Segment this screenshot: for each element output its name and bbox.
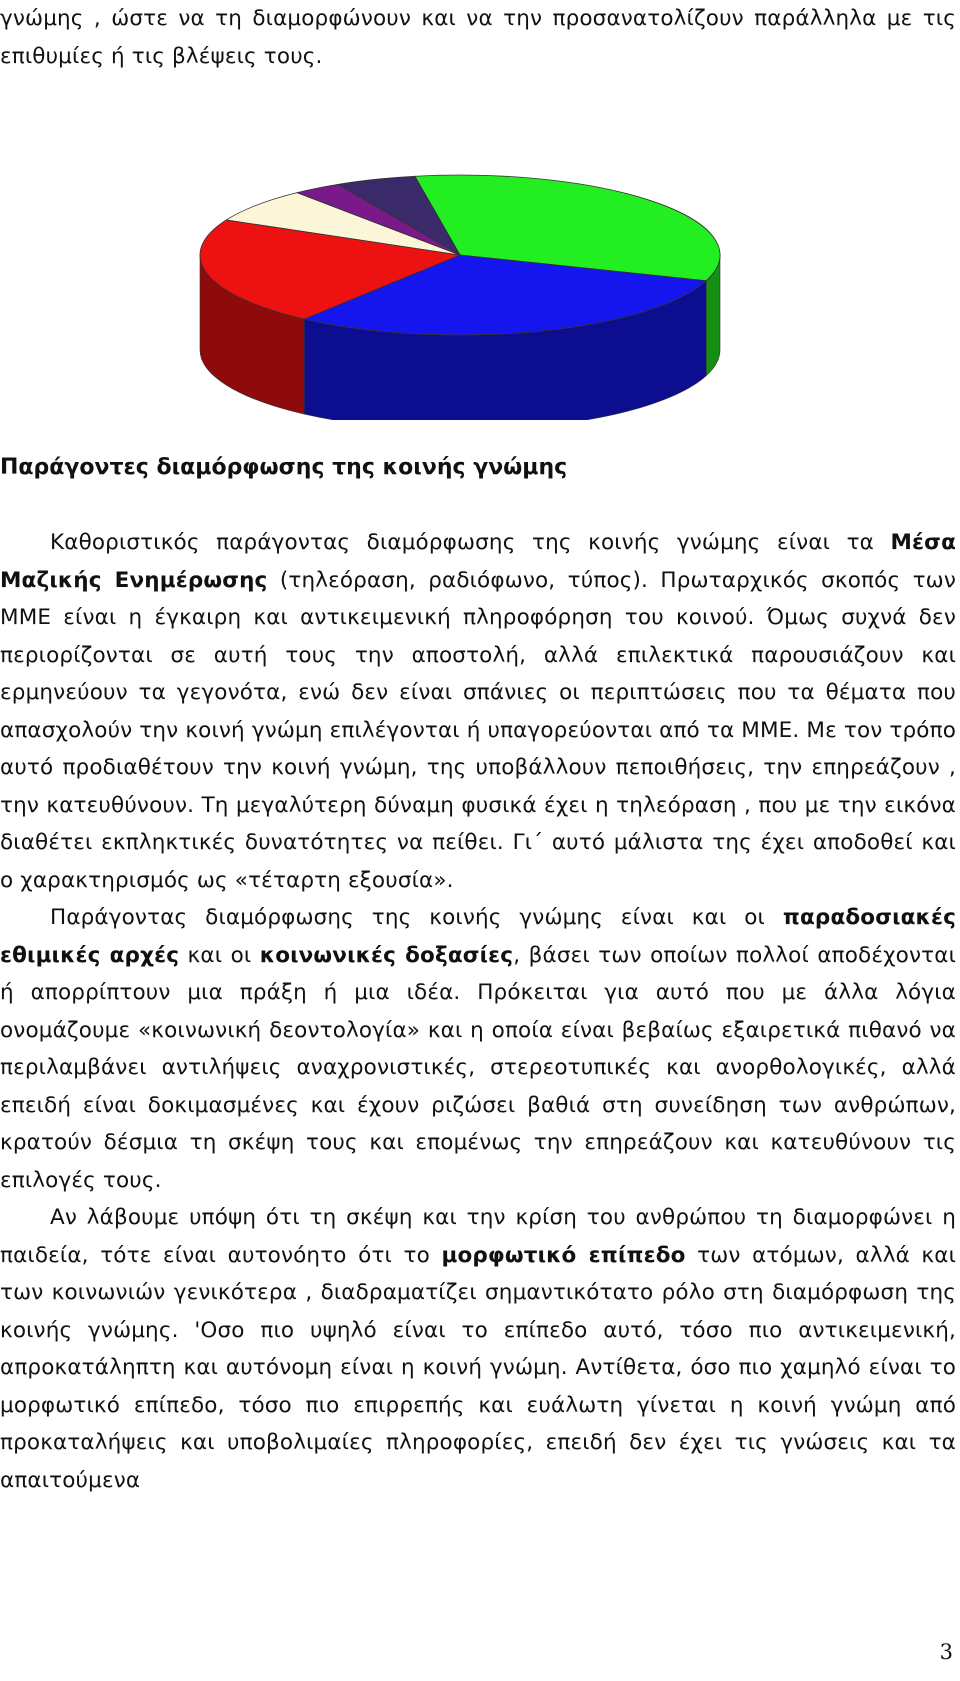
paragraph-education	[0, 1199, 956, 1499]
body-text	[0, 524, 956, 1499]
paragraph-traditions	[0, 899, 956, 1199]
p2-bold-traditions: παραδοσιακές εθιμικές αρχές	[0, 905, 956, 968]
p2-text-c: και οι	[179, 942, 260, 968]
p1-text-a: Καθοριστικός παράγοντας διαμόρφωσης της κοινής γνώμης είναι τα	[50, 530, 891, 555]
pie-chart	[180, 160, 780, 420]
p2-bold-beliefs: κοινωνικές δοξασίες	[259, 942, 514, 968]
p3-text-a: Αν λάβουμε υπόψη ότι τη σκέψη και την κρίση του ανθρώπου τη διαμορφώνει η παιδεία, τότε είναι αυτονόητο ότι το	[0, 1205, 956, 1268]
paragraph-media	[0, 524, 956, 899]
p3-bold-education: μορφωτικό επίπεδο	[441, 1242, 686, 1268]
intro-text: γνώμης , ώστε να τη διαμορφώνουν και να την προσανατολίζουν παράλληλα με τις επιθυμίες ή τις βλέψεις τους.	[0, 6, 956, 69]
page-number: 3	[939, 1640, 953, 1664]
intro-paragraph	[0, 0, 956, 75]
pie-chart-svg	[180, 160, 780, 420]
p2-text-a: Παράγοντας διαμόρφωσης της κοινής γνώμης είναι και οι	[50, 905, 783, 930]
section-heading: Παράγοντες διαμόρφωσης της κοινής γνώμης	[0, 455, 568, 480]
p3-text-c: των ατόμων, αλλά και των κοινωνιών γενικότερα , διαδραματίζει σημαντικότατο ρόλο στη διαμόρφωση της κοινής γνώμης. 'Οσο πιο υψηλό είναι το επίπεδο αυτό, τόσο πιο αντικειμενική, απροκατάληπτη και αυτόνομη είναι η κοινή γνώμη. Αντίθετα, όσο πιο χαμηλό είναι το μορφωτικό επίπεδο, τόσο πιο επιρρεπής και ευάλωτη γίνεται η κοινή γνώμη από προκαταλήψεις και υποβολιμαίες πληροφορίες, επειδή δεν έχει τις γνώσεις και τα απαιτούμενα	[0, 1242, 957, 1493]
p2-text-e: , βάσει των οποίων πολλοί αποδέχονται ή απορρίπτουν μια πράξη ή μια ιδέα. Πρόκειται για αυτό που με άλλα λόγια ονομάζουμε «κοινωνική δεοντολογία» και η οποία είναι βεβαίως εξαιρετικά πιθανό να περιλαμβάνει αντιλήψεις αναχρονιστικές, στερεοτυπικές και ανορθολογικές, αλλά επειδή είναι δοκιμασμένες και έχουν ριζώσει βαθιά στη συνείδηση των ανθρώπων, κρατούν δέσμια τη σκέψη τους και επομένως την επηρεάζουν και κατευθύνουν τις επιλογές τους.	[0, 942, 956, 1193]
p1-text-c: (τηλεόραση, ραδιόφωνο, τύπος). Πρωταρχικός σκοπός των ΜΜΕ είναι η έγκαιρη και αντικειμενική πληροφόρηση του κοινού. Όμως συχνά δεν περιορίζονται σε αυτή τους την αποστολή, αλλά επιλεκτικά παρουσιάζουν και ερμηνεύουν τα γεγονότα, ενώ δεν είναι σπάνιες οι περιπτώσεις που τα θέματα που απασχολούν την κοινή γνώμη επιλέγονται ή υπαγορεύονται από τα ΜΜΕ. Με τον τρόπο αυτό προδιαθέτουν την κοινή γνώμη, της υποβάλλουν πεποιθήσεις, την επηρεάζουν , την κατευθύνουν. Τη μεγαλύτερη δύναμη φυσικά έχει η τηλεόραση , που με την εικόνα διαθέτει εκπληκτικές δυνατότητες να πείθει. Γι΄ αυτό μάλιστα της έχει αποδοθεί και ο χαρακτηρισμός ως «τέταρτη εξουσία».	[0, 567, 956, 893]
p1-bold-media: Μέσα Μαζικής Ενημέρωσης	[0, 530, 956, 593]
